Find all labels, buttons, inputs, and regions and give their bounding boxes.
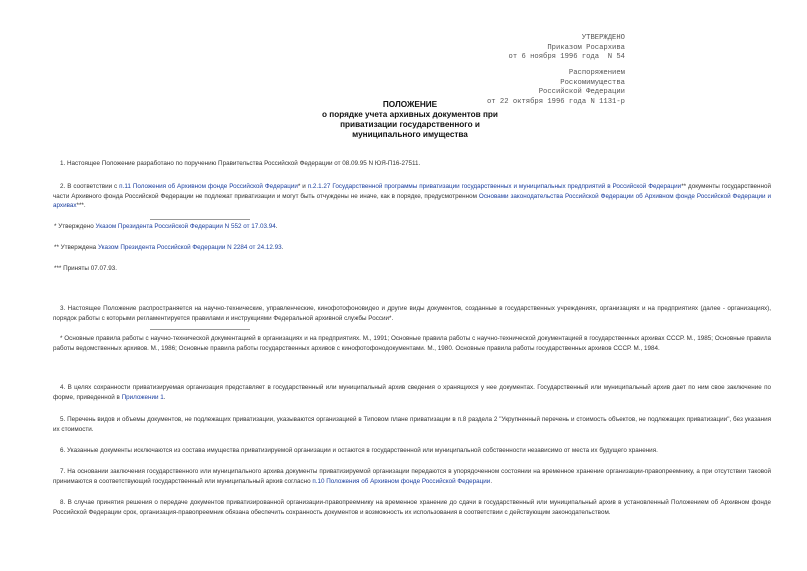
order-line: от 22 октября 1996 года N 1131-р [486,97,625,106]
footnote-text: * Утверждено [54,223,96,230]
paragraph-text: 4. В целях сохранности приватизируемая организация представляет в государственный или муниципальный архив сведения о хранящихся у нее документах. Государственный или муниципальный архив дает по ним свое заключение по форме, приведенной в [53,384,771,401]
order-line: Распоряжением [568,69,625,77]
approval-line: от 6 ноября 1996 года N 54 [508,53,625,62]
paragraph-text: 7. На основании заключения государственного или муниципального архива документы приватизируемой организации передаются в упорядоченном состоянии на временное хранение организации-правопреемнику, а при отсутствии таковой принимаются в соответствующий государственный или муниципальный архив согласно [53,468,771,485]
footnote-4 [53,334,771,353]
regulation-p10-link[interactable]: п.10 Положения об Архивном фонде Российской Федерации [312,477,491,485]
program-link[interactable]: п.2.1.27 Государственной программы приватизации государственных и муниципальных предприятий в Российской Федерации [307,183,682,190]
paragraph-7 [53,467,771,486]
paragraph-3 [53,304,771,323]
paragraph-text: ** документы государственной части Архивного фонда Российской Федерации не подлежат приватизации и могут быть отчуждены не иначе, как в порядке, предусмотренном [53,183,771,200]
approval-stamp [509,34,625,63]
paragraph-5 [53,415,771,434]
regulation-link[interactable]: п.11 Положения об Архивном фонде Российской Федерации [119,183,298,190]
law-link[interactable]: Основами законодательства Российской Федерации об Архивном фонде Российской Федерации и архивах [53,192,772,210]
footnote-2 [54,243,772,253]
footnote-1 [54,222,772,232]
approval-line: УТВЕРЖДЕНО [581,34,625,42]
title-line: ПОЛОЖЕНИЕ [382,100,438,109]
paragraph-text: ***. [76,202,86,210]
paragraph-text: 8. В случае принятия решения о передаче документов приватизированной организации-правопреемнику на временное хранение до сдачи в государственный или муниципальный архив в установленный Положением об Архивном фонде Российской Федерации срок, организация-правопреемник обязана обеспечить сохранность документов и возможность их использования в соответствии с действующим законодательством. [53,499,771,516]
decree-link-2284[interactable]: Указом Президента Российской Федерации N 2284 от 24.12.93 [97,244,282,251]
footnote-3: *** Приняты 07.07.93. [54,265,117,272]
paragraph-1: 1. Настоящее Положение разработано по поручению Правительства Российской Федерации от 08.09.95 N ЮЯ-П16-27511. [60,160,421,167]
paragraph-6 [53,446,771,456]
paragraph-text: . [490,477,493,485]
footnote-text: * Основные правила работы с научно-технической документацией в организациях и на предприятиях. М., 1991; Основные правила работы с научно-технической документацией в государственных архивах СССР. М., 1985; Основные правила работы ведомственных архивов. М., 1986; Основные правила работы государственных архивов с кинофотофонодокументами. М., 1980. Основные правила работы государственных архивов СССР. М., 1984. [53,335,771,352]
footnote-separator [150,329,250,330]
document-title [260,100,560,140]
footnote-text: . [281,244,284,251]
paragraph-2 [53,182,771,211]
footnote-separator [150,219,250,220]
title-line: приватизации государственного и [340,120,480,129]
paragraph-4 [53,383,771,402]
paragraph-text: 3. Настоящее Положение распространяется на научно-технические, управленческие, кинофотофоновидео и другие виды документов, созданные в государственных учреждениях, организациях и на предприятиях (далее - организациях), порядок работы с которыми регламентируется правилами и инструкциями Федеральной архивной службы России*. [53,305,771,322]
order-line: Роскомимущества [560,78,625,87]
footnote-text: ** Утверждена [54,244,98,251]
paragraph-text: * и [297,183,308,190]
paragraph-8 [53,498,771,517]
title-line: муниципального имущества [352,130,468,139]
title-line: о порядке учета архивных документов при [322,110,498,119]
paragraph-text: . [163,393,166,401]
paragraph-text: 6. Указанные документы исключаются из состава имущества приватизируемой организации и остаются в государственной или муниципальной собственности независимо от места их будущего хранения. [60,447,658,454]
order-line: Российской Федерации [538,88,625,97]
paragraph-text: 5. Перечень видов и объемы документов, не подлежащих приватизации, указываются организацией в Типовом плане приватизации в п.8 раздела 2 "Укрупненный перечень и стоимость объектов, не подлежащих приватизации", без указания их стоимости. [53,416,771,433]
paragraph-text: 2. В соответствии с [60,183,120,190]
decree-link-552[interactable]: Указом Президента Российской Федерации N 552 от 17.03.94 [95,223,276,230]
footnote-text: . [275,223,278,230]
appendix-1-link[interactable]: Приложении 1 [121,393,164,401]
approval-line: Приказом Росархива [547,43,625,52]
